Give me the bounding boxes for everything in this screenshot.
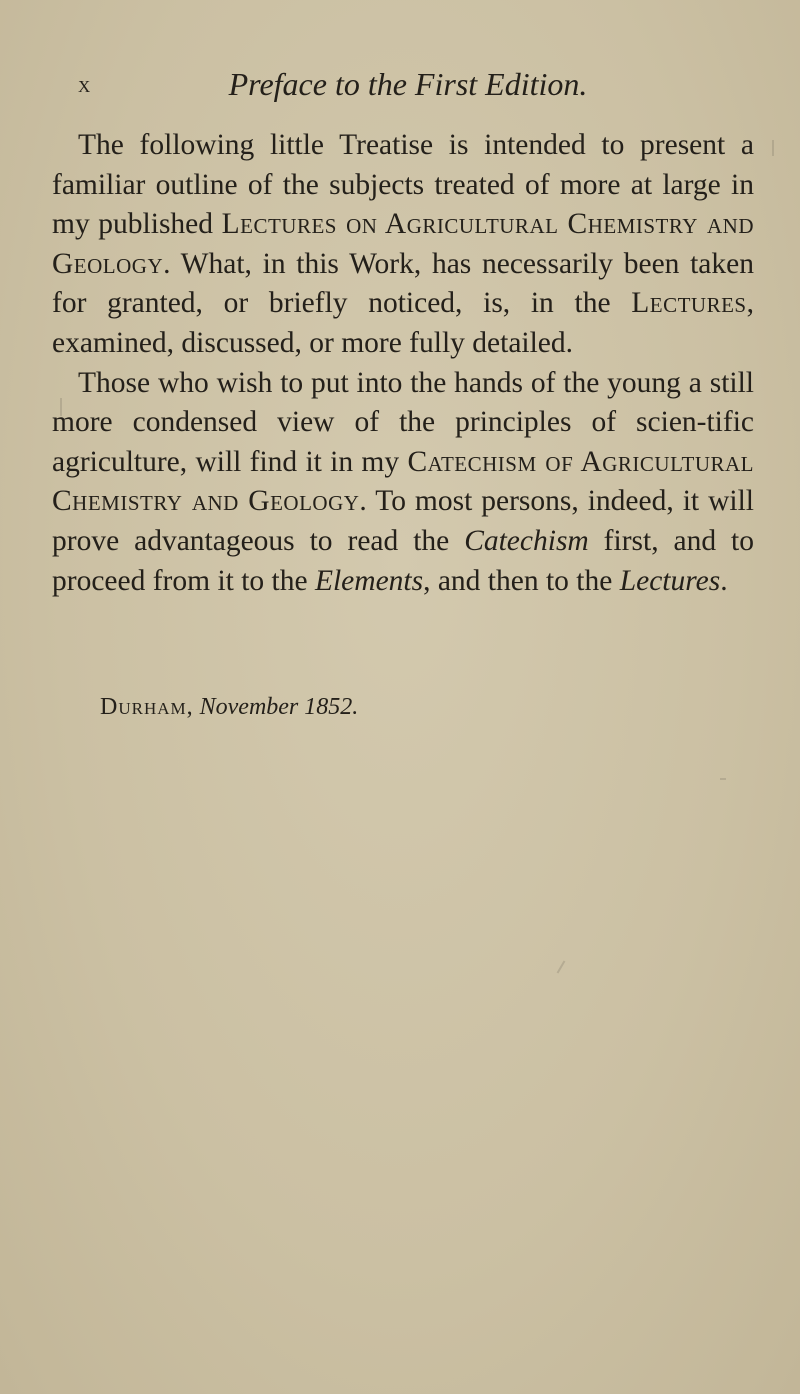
text-run: . What, in this Work, has necessarily been taken for granted, or briefly noticed, is, in the [52, 247, 754, 320]
book-title: Lectures [619, 564, 721, 597]
book-title: Elements [314, 564, 424, 597]
book-title: Lectures on Agricultural Chemistry and Geology [52, 208, 754, 280]
book-title: Catechism of Agricultural Chemistry and Geology [52, 445, 754, 518]
text-run: The following little Treatise is intended to present a familiar outline of the subjects treated of more at large in my published [52, 129, 754, 241]
signoff [100, 694, 358, 721]
paragraph [52, 364, 754, 602]
book-title: Catechism [464, 524, 589, 557]
signoff-date: November 1852. [199, 694, 359, 720]
text-run: , and then to the [423, 564, 620, 597]
paper-speck [772, 140, 774, 156]
paragraph [52, 126, 754, 364]
signoff-place: Durham, [100, 694, 194, 720]
preface-body [52, 126, 754, 601]
page-header [78, 66, 738, 106]
book-title: Lectures [631, 287, 747, 320]
paper-speck [60, 398, 62, 416]
text-run: . To most persons, indeed, it will prove advantageous to read the [52, 485, 754, 557]
paper-speck [557, 960, 566, 973]
page-number: x [78, 72, 92, 98]
text-run: . [720, 564, 728, 597]
text-run: first, and to proceed from it to the [52, 524, 754, 597]
text-run: , examined, discussed, or more fully detailed. [52, 287, 754, 359]
paper-speck [720, 778, 726, 780]
text-run: Those who wish to put into the hands of the young a still more condensed view of the principles of scien-tific agriculture, will find it in my [52, 366, 754, 478]
running-head: Preface to the First Edition. [228, 66, 588, 102]
